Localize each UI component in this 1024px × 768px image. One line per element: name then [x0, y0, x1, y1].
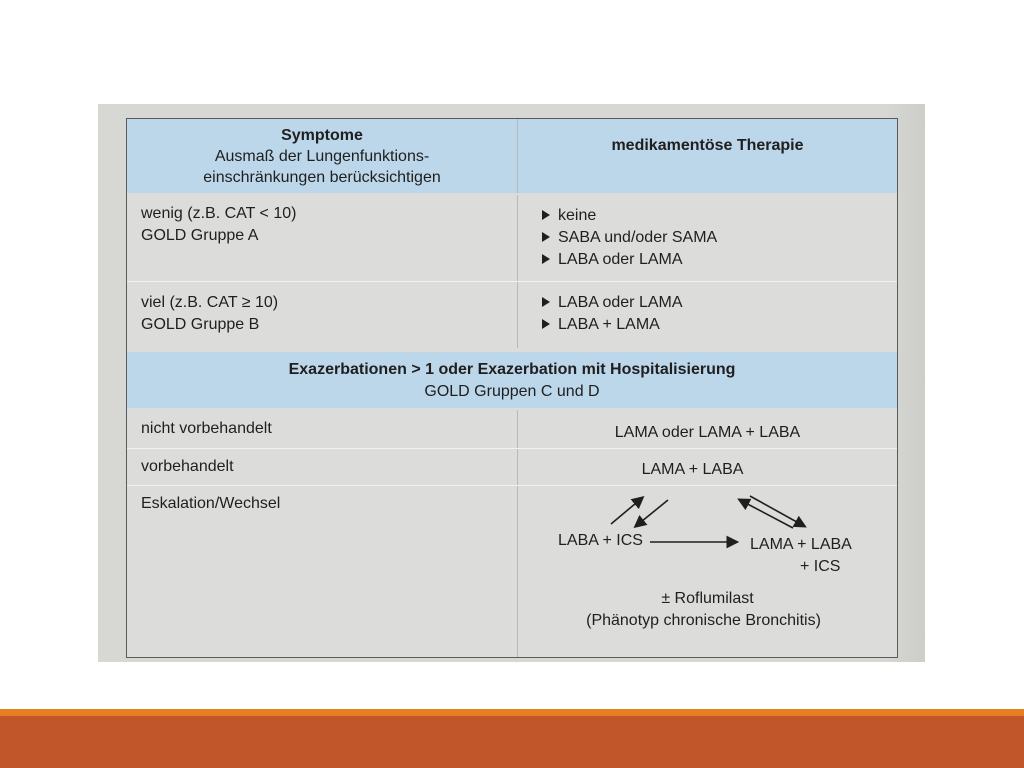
band-subtitle: GOLD Gruppen C und D	[424, 383, 600, 400]
nicht-left-cell	[127, 410, 517, 448]
arrow-up-to-lama-laba	[611, 498, 642, 524]
table-header-row	[127, 119, 897, 193]
eskalation-label: Eskalation/Wechsel	[141, 495, 281, 512]
triangle-bullet-icon	[542, 319, 550, 329]
row-b-symptom: viel (z.B. CAT ≥ 10)	[141, 294, 279, 311]
vorbehandelt-therapy: LAMA + LABA	[641, 461, 744, 478]
vorbehandelt-label: vorbehandelt	[141, 458, 234, 475]
footer-bar	[0, 716, 1024, 768]
esk-right-cell	[518, 486, 897, 657]
header-symptome-line3: einschränkungen berücksichtigen	[203, 169, 441, 186]
band-title: Exazerbationen > 1 oder Exazerbation mit Hospitalisierung	[288, 361, 736, 378]
header-symptome-line2: Ausmaß der Lungenfunktions-	[214, 148, 430, 165]
therapy-item: LABA oder LAMA	[558, 294, 683, 311]
roflumilast-label: ± Roflumilast	[661, 590, 754, 607]
list-item	[542, 292, 683, 314]
list-item	[542, 249, 717, 271]
footer-accent-stripe	[0, 709, 1024, 716]
vor-right-cell	[518, 449, 897, 485]
row-a-right-cell	[518, 195, 897, 281]
row-b-therapy-list	[542, 292, 683, 336]
node-lama-laba: LAMA + LABA	[750, 536, 852, 553]
header-therapie-title: medikamentöse Therapie	[611, 137, 804, 154]
triangle-bullet-icon	[542, 254, 550, 264]
photo-of-textbook-table	[98, 104, 925, 662]
header-symptome-cell	[127, 119, 517, 193]
therapy-item: keine	[558, 207, 597, 224]
header-symptome-title: Symptome	[281, 127, 363, 144]
arrow-up-from-lama-laba-ics	[740, 500, 793, 528]
triangle-bullet-icon	[542, 210, 550, 220]
therapy-item: SABA und/oder SAMA	[558, 229, 718, 246]
escalation-arrows-diagram	[518, 486, 897, 657]
row-b-gruppe: GOLD Gruppe B	[141, 316, 260, 333]
row-a-symptom: wenig (z.B. CAT < 10)	[141, 205, 297, 222]
nicht-right-cell	[518, 410, 897, 448]
node-laba-ics: LABA + ICS	[558, 532, 643, 549]
therapy-item: LABA oder LAMA	[558, 251, 683, 268]
triangle-bullet-icon	[542, 232, 550, 242]
nicht-vorbehandelt-label: nicht vorbehandelt	[141, 420, 272, 437]
row-a-left-cell	[127, 195, 517, 281]
arrow-down-to-laba-ics	[636, 500, 668, 526]
exazerbation-band	[127, 352, 897, 408]
row-b-left-cell	[127, 282, 517, 348]
row-a-therapy-list	[542, 205, 717, 271]
table-row-nicht-vorbehandelt	[127, 410, 897, 448]
therapy-table	[126, 118, 898, 658]
row-a-gruppe: GOLD Gruppe A	[141, 227, 259, 244]
therapy-item: LABA + LAMA	[558, 316, 660, 333]
header-therapie-cell	[518, 119, 897, 193]
node-plus-ics: + ICS	[800, 558, 841, 575]
table-row-gruppe-b	[127, 282, 897, 348]
esk-left-cell	[127, 486, 517, 657]
arrow-down-to-lama-laba-ics	[750, 496, 804, 526]
table-row-eskalation	[127, 486, 897, 657]
list-item	[542, 314, 683, 336]
triangle-bullet-icon	[542, 297, 550, 307]
row-b-right-cell	[518, 282, 897, 348]
roflumilast-phaenotyp: (Phänotyp chronische Bronchitis)	[586, 612, 821, 629]
nicht-vorbehandelt-therapy: LAMA oder LAMA + LABA	[614, 424, 801, 441]
table-row-vorbehandelt	[127, 449, 897, 485]
list-item	[542, 205, 717, 227]
list-item	[542, 227, 717, 249]
table-row-gruppe-a	[127, 195, 897, 281]
vor-left-cell	[127, 449, 517, 485]
